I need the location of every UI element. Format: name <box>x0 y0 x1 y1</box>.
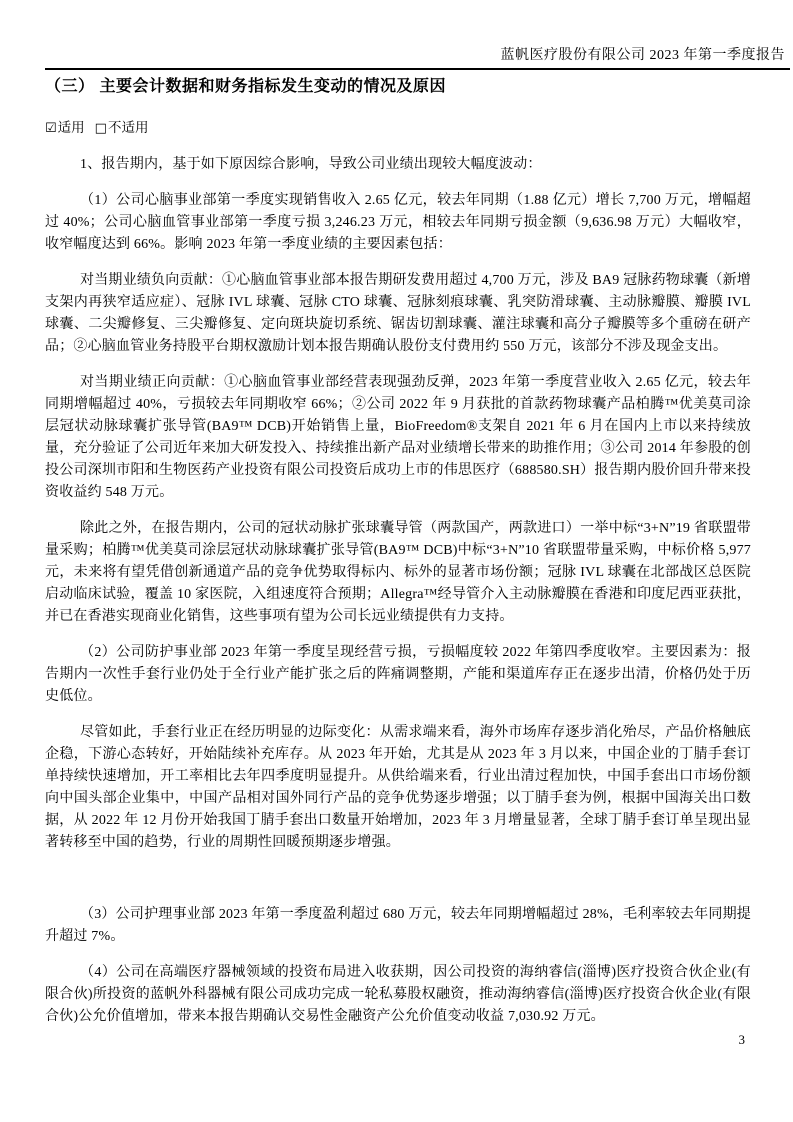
paragraph-additional-events: 除此之外，在报告期内，公司的冠状动脉扩张球囊导管（两款国产，两款进口）一举中标“3+N”19 省联盟带量采购；柏腾™优美莫司涂层冠状动脉球囊扩张导管(BA9™ DCB)中标“3+N”10 省联盟带量采购，中标价格 5,977 元，未来将有望凭借创新通道产品的竞争优势取得标内、标外的显著市场份额；冠脉 IVL 球囊在北部战区总医院启动临床试验，覆盖 10 家医院，入组速度符合预期；Allegra™经导管介入主动脉瓣膜在香港和印度尼西亚获批，并已在香港实现商业化销售，这些事项有望为公司长远业绩提供有力支持。 <box>45 521 751 624</box>
paragraph-item-3: （3）公司护理事业部 2023 年第一季度盈利超过 680 万元，较去年同期增幅超过 28%，毛利率较去年同期提升超过 7%。 <box>45 907 751 944</box>
paragraph-item-1: （1）公司心脑事业部第一季度实现销售收入 2.65 亿元，较去年同期（1.88 亿元）增长 7,700 万元，增幅超过 40%；公司心脑血管事业部第一季度亏损 3,246.23 万元，相较去年同期亏损金额（9,636.98 万元）大幅收窄，收窄幅度达到 66%。影响 2023 年第一季度业绩的主要因素包括： <box>45 193 751 252</box>
not-applicable-label: 不适用 <box>107 120 149 135</box>
header-divider <box>45 68 790 70</box>
paragraph-item-4: （4）公司在高端医疗器械领域的投资布局进入收获期，因公司投资的海纳睿信(淄博)医疗投资合伙企业(有限合伙)所投资的蓝帆外科器械有限公司成功完成一轮私募股权融资，推动海纳睿信(淄博)医疗投资合伙企业(有限合伙)公允价值增加，带来本报告期确认交易性金融资产公允价值变动收益 7,030.92 万元。 <box>45 965 751 1024</box>
applicable-label: 适用 <box>57 120 85 135</box>
paragraph-item-2: （2）公司防护事业部 2023 年第一季度呈现经营亏损，亏损幅度较 2022 年第四季度收窄。主要因素为：报告期内一次性手套行业仍处于全行业产能扩张之后的阵痛调整期，产能和渠道库存正在逐步出清，价格仍处于历史低位。 <box>45 645 751 704</box>
page-number: 3 <box>738 1032 745 1047</box>
section-title: （三） 主要会计数据和财务指标发生变动的情况及原因 <box>45 78 446 95</box>
document-body <box>45 76 751 1028</box>
paragraph-negative-contribution: 对当期业绩负向贡献：①心脑血管事业部本报告期研发费用超过 4,700 万元，涉及 BA9 冠脉药物球囊（新增支架内再狭窄适应症）、冠脉 IVL 球囊、冠脉 CTO 球囊、冠脉刻痕球囊、乳突防滑球囊、主动脉瓣膜、瓣膜 IVL 球囊、二尖瓣修复、三尖瓣修复、定向斑块旋切系统、锯齿切割球囊、灌注球囊和高分子瓣膜等多个重磅在研产品；②心脑血管业务持股平台期权激励计划本报告期确认股份支付费用约 550 万元，该部分不涉及现金支出。 <box>45 273 751 354</box>
paragraph-positive-contribution: 对当期业绩正向贡献：①心脑血管事业部经营表现强劲反弹，2023 年第一季度营业收入 2.65 亿元，较去年同期增幅超过 40%，亏损较去年同期收窄 66%；②公司 2022 年 9 月获批的首款药物球囊产品柏腾™优美莫司涂层冠状动脉球囊扩张导管(BA9™ DCB)开始销售上量，BioFreedom®支架自 2021 年 6 月在国内上市以来持续放量，充分验证了公司近年来加大研发投入、持续推出新产品对业绩增长带来的助推作用；③公司 2014 年参股的创投公司深圳市阳和生物医药产业投资有限公司投资后成功上市的伟思医疗（688580.SH）报告期内股价回升带来投资收益约 548 万元。 <box>45 375 751 500</box>
checked-checkbox-icon: ☑ <box>45 121 57 136</box>
unchecked-checkbox-icon: □ <box>94 121 107 136</box>
paragraph-intro: 1、报告期内，基于如下原因综合影响，导致公司业绩出现较大幅度波动： <box>80 157 542 172</box>
paragraph-glove-industry: 尽管如此，手套行业正在经历明显的边际变化：从需求端来看，海外市场库存逐步消化殆尽，产品价格触底企稳，下游心态转好，开始陆续补充库存。从 2023 年开始，尤其是从 2023 年 3 月以来，中国企业的丁腈手套订单持续快速增加，开工率相比去年四季度明显提升。从供给端来看，行业出清过程加快，中国手套出口市场份额向中国头部企业集中，中国产品相对国外同行产品的竞争优势逐步增强；以丁腈手套为例，根据中国海关出口数据，从 2022 年 12 月份开始我国丁腈手套出口数量开始增加，2023 年 3 月增量显著，全球丁腈手套订单呈现出显著转移至中国的趋势，行业的周期性回暖预期逐步增强。 <box>45 725 751 850</box>
report-header: 蓝帆医疗股份有限公司 2023 年第一季度报告 <box>500 48 785 63</box>
applicability-row <box>45 119 751 138</box>
